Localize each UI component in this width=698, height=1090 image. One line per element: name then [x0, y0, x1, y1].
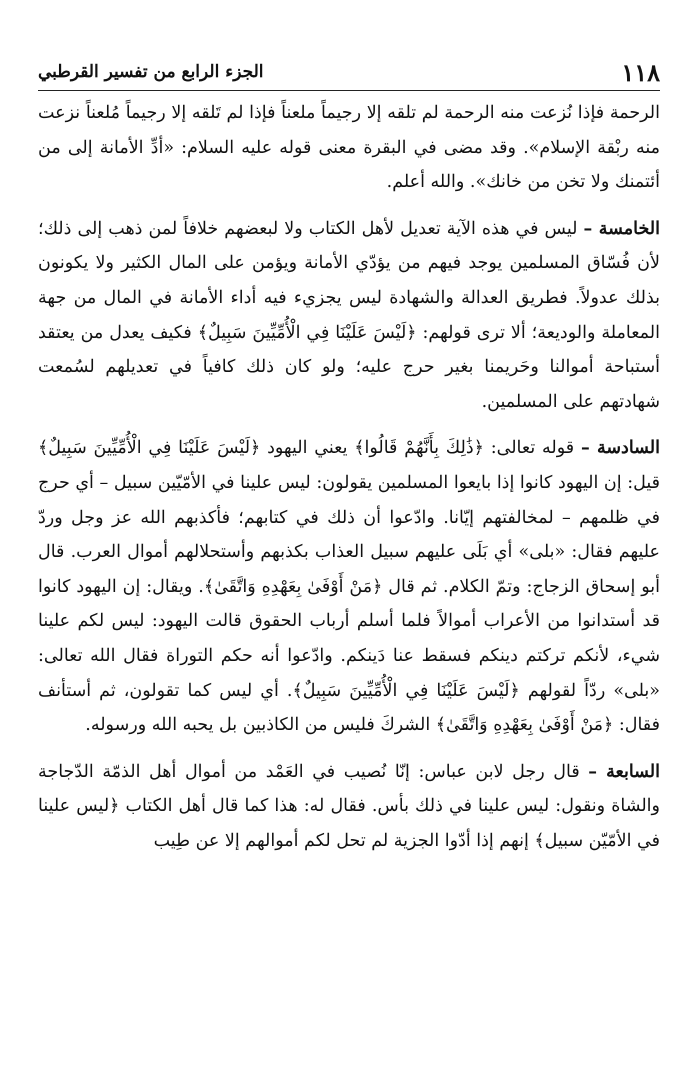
- paragraph-continuation: [38, 96, 660, 200]
- page-body: [38, 96, 660, 858]
- section-label: السابعة –: [588, 761, 660, 782]
- section-label: السادسة –: [580, 438, 660, 459]
- paragraph-text: الرحمة فإذا نُزعت منه الرحمة لم تلقه إلا رجيماً ملعناً فإذا لم تَلقه إلا رجيماً مُلعناً نزعت منه ربْقة الإسلام». وقد مضى في البقرة معنى قوله عليه السلام: «أدِّ الأمانة إلى من أئتمنك ولا تخن من خانك». والله أعلم.: [38, 103, 660, 193]
- page-header: [38, 54, 660, 91]
- section-label: الخامسة –: [583, 218, 660, 239]
- paragraph-sixth: [38, 431, 660, 742]
- paragraph-fifth: [38, 212, 660, 420]
- paragraph-text: قوله تعالى: ﴿ذَٰلِكَ بِأَنَّهُمْ قَالُوا﴾ يعني اليهود ﴿لَيْسَ عَلَيْنَا فِي الْأُمِّيِّينَ سَبِيلٌ﴾ قيل: إن اليهود كانوا إذا بايعوا المسلمين يقولون: ليس علينا في الأمّيّين سبيل – أي حرج في ظلمهم – لمخالفتهم إيّانا. وادّعوا أن ذلك في كتابهم؛ فأكذبهم الله عز وجل وردّ عليهم فقال: «بلى» أي بَلَى عليهم سبيل العذاب بكذبهم وأستحلالهم أموال العرب. قال أبو إسحاق الزجاج: وتمّ الكلام. ثم قال ﴿مَنْ أَوْفَىٰ بِعَهْدِهِ وَاتَّقَىٰ﴾. ويقال: إن اليهود كانوا قد أستدانوا من الأعراب أموالاً فلما أسلم أرباب الحقوق قالت اليهود: ليس لكم علينا شيء، لأنكم تركتم دينكم فسقط عنا دَينكم. وادّعوا أنه حكم التوراة فقال الله تعالى: «بلى» ردّاً لقولهم ﴿لَيْسَ عَلَيْنَا فِي الْأُمِّيِّينَ سَبِيلٌ﴾. أي ليس كما تقولون، ثم أستأنف فقال: ﴿مَنْ أَوْفَىٰ بِعَهْدِهِ وَاتَّقَىٰ﴾ الشركَ فليس من الكاذبين بل يحبه الله ورسوله.: [38, 438, 660, 736]
- paragraph-seventh: [38, 755, 660, 859]
- page-number: ١١٨: [621, 57, 660, 87]
- running-title: الجزء الرابع من تفسير القرطبي: [38, 62, 264, 82]
- paragraph-text: ليس في هذه الآية تعديل لأهل الكتاب ولا لبعضهم خلافاً لمن ذهب إلى ذلك؛ لأن فُسّاق المسلمين يوجد فيهم من يؤدّي الأمانة ويؤمن على المال الكثير ولا يكونون بذلك عدولاً. فطريق العدالة والشهادة ليس يجزيء فيه أداء الأمانة في المال من جهة المعاملة والوديعة؛ ألا ترى قولهم: ﴿لَيْسَ عَلَيْنَا فِي الْأُمِّيِّينَ سَبِيلٌ﴾ فكيف يعدل من يعتقد أستباحة أموالنا وحَريمنا بغير حرج عليه؛ ولو كان ذلك كافياً في تعديلهم لسُمعت شهادتهم على المسلمين.: [38, 218, 660, 412]
- paragraph-text: قال رجل لابن عباس: إنّا نُصيب في العَمْد من أموال أهل الذمّة الدّجاجة والشاة ونقول: ليس علينا في ذلك بأس. فقال له: هذا كما قال أهل الكتاب ﴿ليس علينا في الأمّيّن سبيل﴾ إنهم إذا أدّوا الجزية لم تحل لكم أموالهم إلا عن طِيب: [38, 761, 660, 851]
